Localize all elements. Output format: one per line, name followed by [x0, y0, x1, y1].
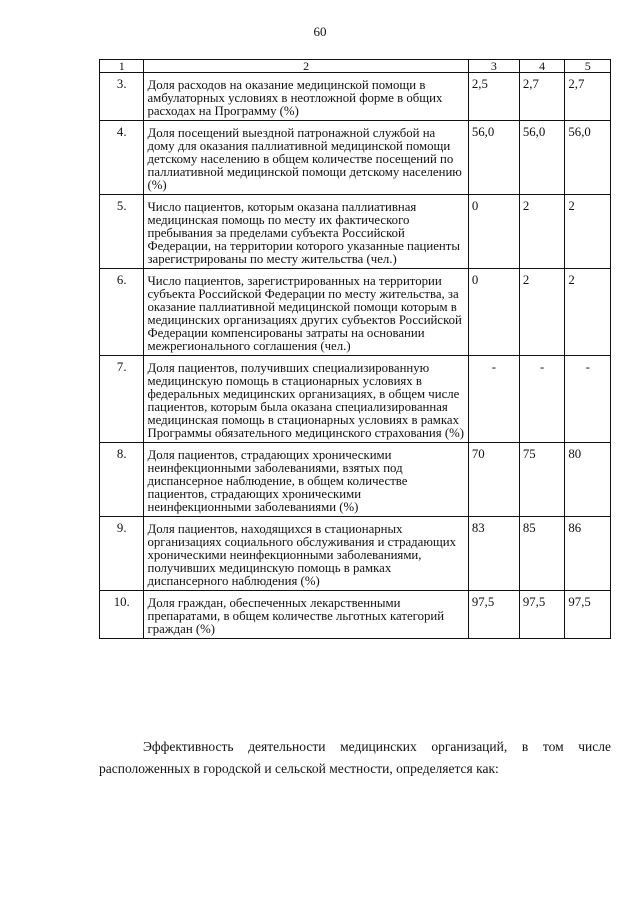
- value-col-3: -: [468, 356, 519, 443]
- row-number: 3.: [100, 73, 144, 121]
- row-number: 6.: [100, 269, 144, 356]
- table-row: [100, 121, 611, 195]
- footer-paragraph: Эффективность деятельности медицинских организаций, в том числе расположенных в городской и сельской местности, определяется как:: [99, 739, 611, 776]
- value-col-5: 97,5: [565, 591, 611, 639]
- table-row: [100, 356, 611, 443]
- value-col-3: 2,5: [468, 73, 519, 121]
- value-col-4: 97,5: [519, 591, 565, 639]
- value-col-4: 2: [519, 195, 565, 269]
- value-col-3: 83: [468, 517, 519, 591]
- value-col-3: 97,5: [468, 591, 519, 639]
- row-number: 8.: [100, 443, 144, 517]
- value-col-5: 80: [565, 443, 611, 517]
- row-number: 9.: [100, 517, 144, 591]
- indicators-table: [99, 59, 611, 639]
- row-number: 7.: [100, 356, 144, 443]
- value-col-5: -: [565, 356, 611, 443]
- value-col-3: 70: [468, 443, 519, 517]
- table-body: [100, 73, 611, 639]
- table-row: [100, 443, 611, 517]
- table-row: [100, 195, 611, 269]
- value-col-5: 2,7: [565, 73, 611, 121]
- indicator-name: Число пациентов, зарегистрированных на территории субъекта Российской Федерации по месту жительства, за оказание паллиативной медицинской помощи которым в медицинских организациях других субъектов Российской Федерации компенсированы затраты на основании межрегионального соглашения (чел.): [144, 269, 468, 356]
- value-col-3: 0: [468, 195, 519, 269]
- indicator-name: Доля пациентов, находящихся в стационарных организациях социального обслуживания и страдающих хроническими неинфекционными заболеваниями, получивших медицинскую помощь в рамках диспансерного наблюдения (%): [144, 517, 468, 591]
- table-row: [100, 269, 611, 356]
- header-col-3: 3: [468, 60, 519, 73]
- indicator-name: Доля посещений выездной патронажной службой на дому для оказания паллиативной медицинской помощи детскому населению в общем количестве посещений по паллиативной медицинской помощи детскому населению (%): [144, 121, 468, 195]
- value-col-4: 56,0: [519, 121, 565, 195]
- page-number: 60: [313, 24, 327, 39]
- value-col-5: 2: [565, 269, 611, 356]
- value-col-4: 75: [519, 443, 565, 517]
- value-col-3: 0: [468, 269, 519, 356]
- value-col-3: 56,0: [468, 121, 519, 195]
- indicator-name: Доля пациентов, страдающих хроническими неинфекционными заболеваниями, взятых под диспансерное наблюдение, в общем количестве пациентов, страдающих хроническими неинфекционными заболеваниями (%): [144, 443, 468, 517]
- indicator-name: Доля граждан, обеспеченных лекарственными препаратами, в общем количестве льготных категорий граждан (%): [144, 591, 468, 639]
- value-col-4: 2: [519, 269, 565, 356]
- row-number: 4.: [100, 121, 144, 195]
- header-col-5: 5: [565, 60, 611, 73]
- table-row: [100, 591, 611, 639]
- header-col-4: 4: [519, 60, 565, 73]
- value-col-5: 2: [565, 195, 611, 269]
- value-col-5: 86: [565, 517, 611, 591]
- indicator-name: Доля пациентов, получивших специализированную медицинскую помощь в стационарных условиях в федеральных медицинских организациях, в общем числе пациентов, которым была оказана специализированная медицинская помощь в стационарных условиях в рамках Программы обязательного медицинского страхования (%): [144, 356, 468, 443]
- indicator-name: Доля расходов на оказание медицинской помощи в амбулаторных условиях в неотложной форме в общих расходах на Программу (%): [144, 73, 468, 121]
- value-col-4: -: [519, 356, 565, 443]
- header-col-2: 2: [144, 60, 468, 73]
- indicator-name: Число пациентов, которым оказана паллиативная медицинская помощь по месту их фактического пребывания за пределами субъекта Российской Федерации, на территории которого указанные пациенты зарегистрированы по месту жительства (чел.): [144, 195, 468, 269]
- table-header-row: [100, 60, 611, 73]
- table-row: [100, 517, 611, 591]
- table-row: [100, 73, 611, 121]
- value-col-4: 2,7: [519, 73, 565, 121]
- value-col-5: 56,0: [565, 121, 611, 195]
- row-number: 5.: [100, 195, 144, 269]
- header-col-1: 1: [100, 60, 144, 73]
- row-number: 10.: [100, 591, 144, 639]
- value-col-4: 85: [519, 517, 565, 591]
